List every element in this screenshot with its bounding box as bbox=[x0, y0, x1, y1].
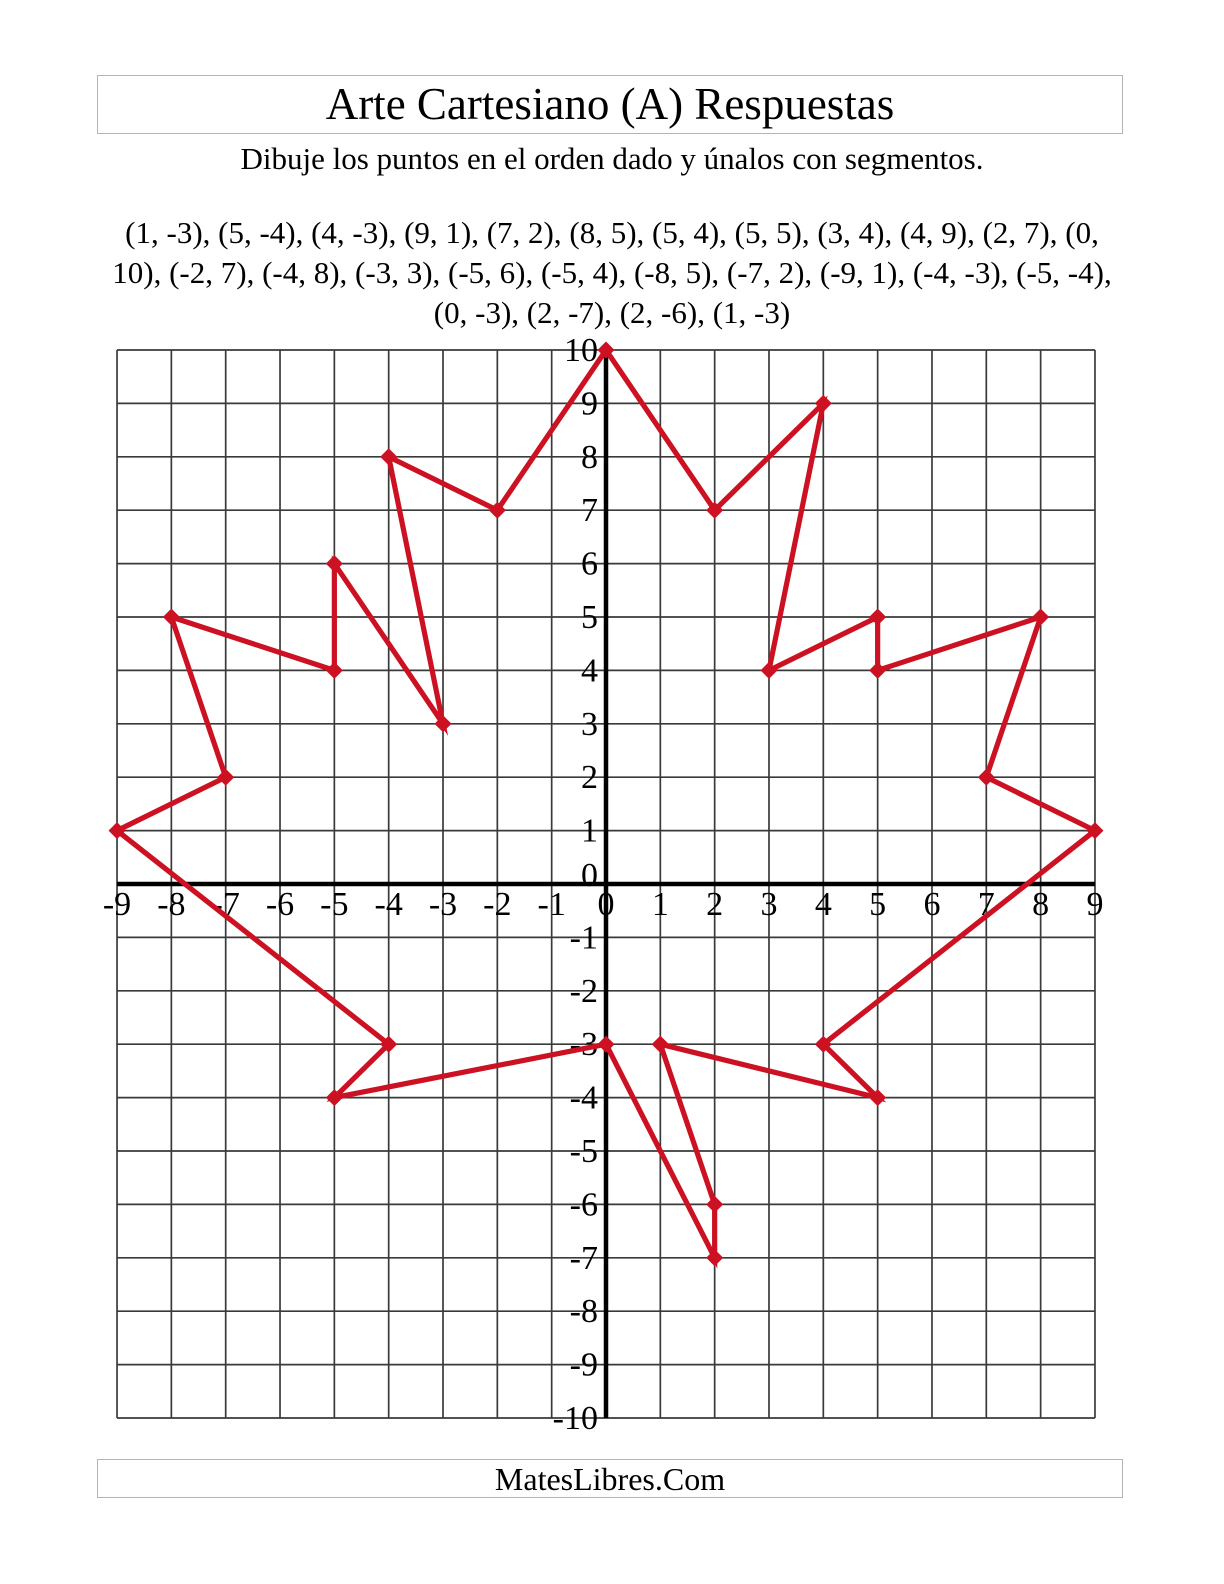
x-tick-label: 9 bbox=[1086, 886, 1104, 923]
y-tick-label: 9 bbox=[581, 385, 598, 423]
vertex-marker bbox=[978, 769, 995, 786]
vertex-marker bbox=[706, 1249, 723, 1266]
y-tick-label: 2 bbox=[581, 759, 598, 797]
y-tick-label: 3 bbox=[581, 705, 598, 743]
x-tick-label: 6 bbox=[923, 886, 941, 923]
y-tick-label: 0 bbox=[581, 857, 598, 894]
x-tick-label: -7 bbox=[211, 886, 240, 923]
page-title: Arte Cartesiano (A) Respuestas bbox=[325, 79, 895, 129]
y-tick-label: 5 bbox=[581, 599, 598, 636]
y-tick-label: -2 bbox=[569, 972, 598, 1010]
vertex-marker bbox=[1032, 609, 1049, 626]
x-tick-label: 3 bbox=[760, 886, 778, 923]
y-tick-label: 10 bbox=[564, 332, 598, 369]
y-tick-label: 8 bbox=[581, 438, 598, 476]
x-tick-label: 8 bbox=[1032, 886, 1050, 923]
y-tick-label: -10 bbox=[552, 1400, 598, 1437]
x-tick-label: -8 bbox=[157, 886, 186, 923]
x-tick-label: -5 bbox=[320, 886, 349, 923]
footer-box bbox=[97, 1459, 1123, 1498]
y-tick-label: -5 bbox=[569, 1133, 598, 1170]
y-tick-label: 6 bbox=[581, 545, 598, 583]
y-tick-label: 4 bbox=[581, 652, 598, 690]
y-tick-label: -4 bbox=[569, 1079, 598, 1117]
y-tick-label: 7 bbox=[581, 492, 598, 530]
x-tick-label: 4 bbox=[814, 886, 832, 923]
x-tick-label: -2 bbox=[483, 886, 512, 923]
y-tick-label: 1 bbox=[581, 812, 598, 850]
site-name: MatesLibres.Com bbox=[494, 1460, 726, 1497]
vertex-marker bbox=[598, 1036, 615, 1053]
vertex-marker bbox=[706, 1196, 723, 1213]
x-tick-label: 5 bbox=[869, 886, 887, 923]
x-tick-label: -4 bbox=[374, 886, 403, 923]
y-tick-label: -6 bbox=[569, 1186, 598, 1224]
x-tick-label: -3 bbox=[428, 886, 458, 923]
vertex-marker bbox=[760, 662, 777, 679]
y-tick-label: -8 bbox=[569, 1293, 598, 1331]
vertex-marker bbox=[869, 609, 886, 626]
coordinate-points-list: (1, -3), (5, -4), (4, -3), (9, 1), (7, 2), (8, 5), (5, 4), (5, 5), (3, 4), (4, 9), (2, 7), (0, 10), (-2, 7), (-4, 8), (-3, 3), (-5, 6), (-5, 4), (-8, 5), (-7, 2), (-9, 1), (-4, -3), (-5, -4), (0, -3), (2, -7), (2, -6), (1, -3) bbox=[112, 215, 1112, 330]
y-tick-label: -1 bbox=[569, 919, 598, 957]
x-tick-label: -6 bbox=[265, 886, 295, 923]
x-tick-label: -9 bbox=[102, 886, 132, 923]
x-tick-label: 0 bbox=[597, 886, 615, 923]
vertex-marker bbox=[217, 769, 234, 786]
vertex-marker bbox=[326, 662, 343, 679]
vertex-marker bbox=[163, 609, 180, 626]
x-tick-label: 2 bbox=[706, 886, 724, 923]
vertex-marker bbox=[652, 1036, 669, 1053]
y-tick-label: -9 bbox=[569, 1346, 598, 1384]
vertex-marker bbox=[869, 662, 886, 679]
instructions-text: Dibuje los puntos en el orden dado y únalos con segmentos. bbox=[240, 141, 984, 176]
vertex-marker bbox=[380, 448, 397, 465]
y-tick-label: -3 bbox=[569, 1026, 598, 1064]
x-tick-label: -1 bbox=[537, 886, 566, 923]
x-tick-label: 1 bbox=[651, 886, 669, 923]
x-tick-label: 7 bbox=[977, 886, 995, 923]
y-tick-label: -7 bbox=[569, 1239, 598, 1277]
